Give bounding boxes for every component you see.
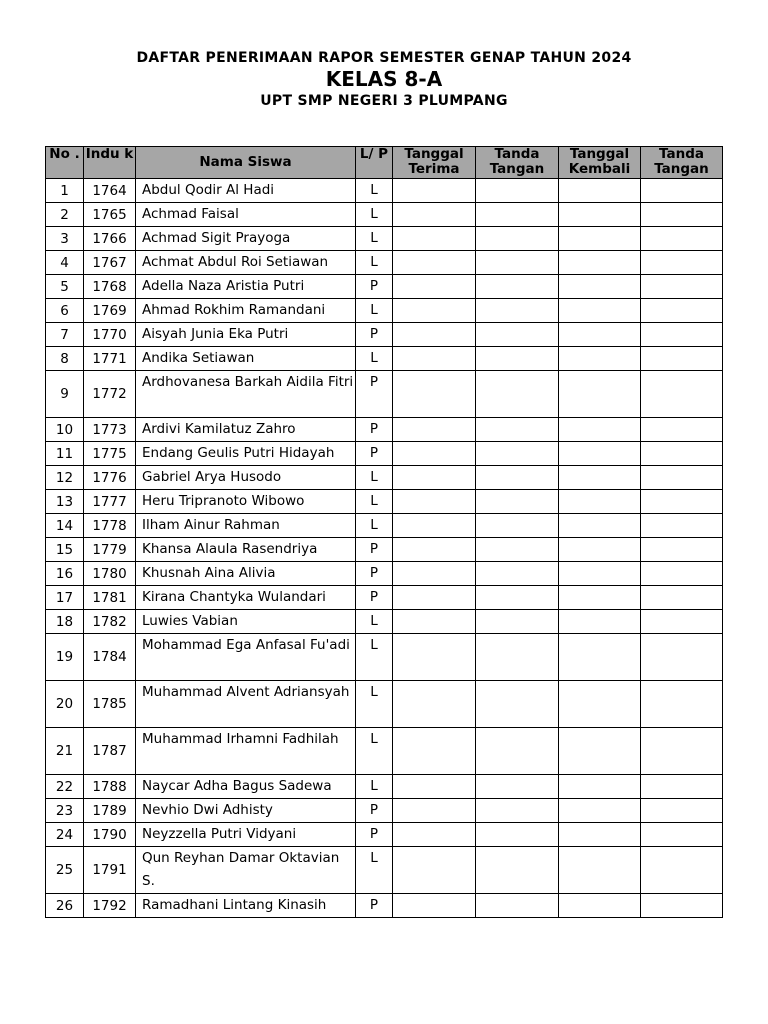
row-number: 21 — [46, 728, 84, 775]
row-gender: L — [356, 251, 393, 275]
row-tanda-tangan-kembali-cell — [641, 514, 723, 538]
row-tanda-tangan-terima-cell — [476, 227, 559, 251]
row-tanda-tangan-kembali-cell — [641, 586, 723, 610]
row-gender: P — [356, 823, 393, 847]
table-row — [46, 323, 723, 347]
row-number: 9 — [46, 371, 84, 418]
row-gender: L — [356, 610, 393, 634]
row-number: 15 — [46, 538, 84, 562]
row-induk: 1784 — [84, 634, 136, 681]
row-gender: L — [356, 847, 393, 894]
school-name: UPT SMP NEGERI 3 PLUMPANG — [260, 93, 508, 109]
row-tanda-tangan-kembali-cell — [641, 823, 723, 847]
row-induk: 1782 — [84, 610, 136, 634]
table-row — [46, 894, 723, 918]
row-student-name: Naycar Adha Bagus Sadewa — [136, 775, 356, 799]
row-tanggal-kembali-cell — [559, 275, 641, 299]
row-tanda-tangan-terima-cell — [476, 728, 559, 775]
row-number: 12 — [46, 466, 84, 490]
row-induk: 1790 — [84, 823, 136, 847]
row-tanggal-terima-cell — [393, 490, 476, 514]
row-tanggal-kembali-cell — [559, 203, 641, 227]
row-number: 24 — [46, 823, 84, 847]
table-row — [46, 728, 723, 775]
row-gender: L — [356, 203, 393, 227]
row-tanda-tangan-terima-cell — [476, 418, 559, 442]
row-gender: L — [356, 466, 393, 490]
row-student-name: Achmat Abdul Roi Setiawan — [136, 251, 356, 275]
row-tanggal-terima-cell — [393, 799, 476, 823]
table-row — [46, 275, 723, 299]
row-tanda-tangan-terima-cell — [476, 299, 559, 323]
row-number: 20 — [46, 681, 84, 728]
row-student-name: Gabriel Arya Husodo — [136, 466, 356, 490]
row-tanda-tangan-terima-cell — [476, 610, 559, 634]
row-tanda-tangan-kembali-cell — [641, 442, 723, 466]
row-gender: L — [356, 514, 393, 538]
table-row — [46, 299, 723, 323]
row-number: 6 — [46, 299, 84, 323]
row-tanda-tangan-kembali-cell — [641, 610, 723, 634]
table-row — [46, 418, 723, 442]
row-tanggal-terima-cell — [393, 371, 476, 418]
row-tanda-tangan-terima-cell — [476, 538, 559, 562]
row-tanda-tangan-terima-cell — [476, 442, 559, 466]
row-induk: 1780 — [84, 562, 136, 586]
row-tanda-tangan-kembali-cell — [641, 681, 723, 728]
row-gender: P — [356, 418, 393, 442]
row-induk: 1789 — [84, 799, 136, 823]
row-tanggal-terima-cell — [393, 323, 476, 347]
row-student-name: Ardivi Kamilatuz Zahro — [136, 418, 356, 442]
row-tanggal-terima-cell — [393, 203, 476, 227]
row-student-name: Khansa Alaula Rasendriya — [136, 538, 356, 562]
row-induk: 1772 — [84, 371, 136, 418]
row-tanggal-kembali-cell — [559, 586, 641, 610]
row-tanda-tangan-kembali-cell — [641, 466, 723, 490]
table-row — [46, 227, 723, 251]
row-tanggal-terima-cell — [393, 251, 476, 275]
table-row — [46, 610, 723, 634]
row-tanggal-terima-cell — [393, 610, 476, 634]
row-tanggal-terima-cell — [393, 466, 476, 490]
row-induk: 1775 — [84, 442, 136, 466]
row-number: 1 — [46, 179, 84, 203]
row-gender: P — [356, 799, 393, 823]
row-tanggal-terima-cell — [393, 538, 476, 562]
row-induk: 1781 — [84, 586, 136, 610]
row-student-name: Ramadhani Lintang Kinasih — [136, 894, 356, 918]
table-row — [46, 371, 723, 418]
row-number: 11 — [46, 442, 84, 466]
row-tanggal-kembali-cell — [559, 847, 641, 894]
table-row — [46, 562, 723, 586]
row-student-name: Ahmad Rokhim Ramandani — [136, 299, 356, 323]
row-number: 22 — [46, 775, 84, 799]
row-tanda-tangan-kembali-cell — [641, 179, 723, 203]
table-row — [46, 490, 723, 514]
row-student-name: Heru Tripranoto Wibowo — [136, 490, 356, 514]
row-number: 2 — [46, 203, 84, 227]
row-induk: 1765 — [84, 203, 136, 227]
row-induk: 1792 — [84, 894, 136, 918]
table-row — [46, 179, 723, 203]
row-tanggal-terima-cell — [393, 562, 476, 586]
row-induk: 1771 — [84, 347, 136, 371]
row-gender: P — [356, 538, 393, 562]
row-tanda-tangan-kembali-cell — [641, 371, 723, 418]
row-tanggal-kembali-cell — [559, 347, 641, 371]
row-induk: 1788 — [84, 775, 136, 799]
row-tanda-tangan-terima-cell — [476, 514, 559, 538]
row-tanda-tangan-terima-cell — [476, 347, 559, 371]
row-tanda-tangan-kembali-cell — [641, 275, 723, 299]
row-number: 16 — [46, 562, 84, 586]
row-number: 4 — [46, 251, 84, 275]
row-gender: L — [356, 490, 393, 514]
row-number: 23 — [46, 799, 84, 823]
row-tanda-tangan-terima-cell — [476, 775, 559, 799]
row-induk: 1778 — [84, 514, 136, 538]
row-student-name: Ardhovanesa Barkah Aidila Fitri — [136, 371, 356, 418]
row-student-name: Qun Reyhan Damar Oktavian S. — [136, 847, 356, 894]
table-row — [46, 466, 723, 490]
row-tanda-tangan-terima-cell — [476, 466, 559, 490]
table-row — [46, 586, 723, 610]
row-gender: L — [356, 347, 393, 371]
header-tanggal-kembali: Tanggal Kembali — [559, 147, 641, 179]
row-student-name: Achmad Faisal — [136, 203, 356, 227]
row-tanggal-terima-cell — [393, 347, 476, 371]
table-row — [46, 775, 723, 799]
row-tanggal-kembali-cell — [559, 323, 641, 347]
row-tanggal-kembali-cell — [559, 634, 641, 681]
row-gender: L — [356, 179, 393, 203]
header-lp: L/ P — [356, 147, 393, 179]
row-tanda-tangan-terima-cell — [476, 179, 559, 203]
row-tanggal-kembali-cell — [559, 610, 641, 634]
row-tanda-tangan-kembali-cell — [641, 847, 723, 894]
row-tanggal-kembali-cell — [559, 490, 641, 514]
table-row — [46, 681, 723, 728]
row-tanda-tangan-kembali-cell — [641, 538, 723, 562]
row-tanda-tangan-kembali-cell — [641, 634, 723, 681]
row-student-name: Mohammad Ega Anfasal Fu'adi — [136, 634, 356, 681]
row-induk: 1767 — [84, 251, 136, 275]
row-gender: L — [356, 775, 393, 799]
row-tanggal-kembali-cell — [559, 728, 641, 775]
row-tanda-tangan-terima-cell — [476, 562, 559, 586]
row-tanda-tangan-kembali-cell — [641, 418, 723, 442]
row-number: 14 — [46, 514, 84, 538]
row-tanggal-kembali-cell — [559, 251, 641, 275]
row-gender: P — [356, 894, 393, 918]
table-row — [46, 514, 723, 538]
row-tanda-tangan-kembali-cell — [641, 203, 723, 227]
row-tanda-tangan-kembali-cell — [641, 728, 723, 775]
row-tanggal-kembali-cell — [559, 775, 641, 799]
table-row — [46, 251, 723, 275]
table-row — [46, 799, 723, 823]
row-tanggal-kembali-cell — [559, 227, 641, 251]
row-gender: L — [356, 634, 393, 681]
row-induk: 1768 — [84, 275, 136, 299]
row-tanggal-kembali-cell — [559, 514, 641, 538]
row-induk: 1791 — [84, 847, 136, 894]
row-tanda-tangan-terima-cell — [476, 634, 559, 681]
row-gender: P — [356, 371, 393, 418]
row-number: 7 — [46, 323, 84, 347]
row-student-name: Endang Geulis Putri Hidayah — [136, 442, 356, 466]
row-tanda-tangan-terima-cell — [476, 371, 559, 418]
row-induk: 1766 — [84, 227, 136, 251]
row-gender: P — [356, 275, 393, 299]
row-tanda-tangan-kembali-cell — [641, 562, 723, 586]
row-tanda-tangan-terima-cell — [476, 275, 559, 299]
row-number: 13 — [46, 490, 84, 514]
row-tanda-tangan-kembali-cell — [641, 799, 723, 823]
header-nama-siswa: Nama Siswa — [136, 147, 356, 179]
row-tanda-tangan-terima-cell — [476, 847, 559, 894]
row-tanda-tangan-terima-cell — [476, 323, 559, 347]
row-tanda-tangan-kembali-cell — [641, 299, 723, 323]
row-tanggal-terima-cell — [393, 681, 476, 728]
row-tanda-tangan-terima-cell — [476, 586, 559, 610]
row-student-name: Abdul Qodir Al Hadi — [136, 179, 356, 203]
row-gender: L — [356, 299, 393, 323]
row-gender: L — [356, 728, 393, 775]
row-induk: 1777 — [84, 490, 136, 514]
row-tanggal-kembali-cell — [559, 418, 641, 442]
row-student-name: Muhammad Alvent Adriansyah — [136, 681, 356, 728]
row-tanggal-kembali-cell — [559, 299, 641, 323]
row-tanggal-kembali-cell — [559, 371, 641, 418]
row-tanda-tangan-terima-cell — [476, 823, 559, 847]
row-tanda-tangan-kembali-cell — [641, 490, 723, 514]
header-no: No . — [46, 147, 84, 179]
row-tanggal-terima-cell — [393, 894, 476, 918]
row-tanggal-terima-cell — [393, 775, 476, 799]
row-tanda-tangan-kembali-cell — [641, 251, 723, 275]
row-gender: L — [356, 681, 393, 728]
header-tanggal-terima: Tanggal Terima — [393, 147, 476, 179]
row-tanda-tangan-kembali-cell — [641, 775, 723, 799]
row-student-name: Aisyah Junia Eka Putri — [136, 323, 356, 347]
row-gender: P — [356, 442, 393, 466]
row-student-name: Nevhio Dwi Adhisty — [136, 799, 356, 823]
row-tanggal-terima-cell — [393, 299, 476, 323]
row-tanggal-kembali-cell — [559, 681, 641, 728]
row-number: 18 — [46, 610, 84, 634]
row-tanggal-terima-cell — [393, 227, 476, 251]
row-tanda-tangan-terima-cell — [476, 894, 559, 918]
row-tanda-tangan-kembali-cell — [641, 347, 723, 371]
row-student-name: Andika Setiawan — [136, 347, 356, 371]
row-tanggal-kembali-cell — [559, 538, 641, 562]
row-tanda-tangan-terima-cell — [476, 203, 559, 227]
row-gender: P — [356, 586, 393, 610]
row-student-name: Achmad Sigit Prayoga — [136, 227, 356, 251]
row-tanggal-kembali-cell — [559, 799, 641, 823]
table-row — [46, 847, 723, 894]
row-tanggal-terima-cell — [393, 586, 476, 610]
row-number: 10 — [46, 418, 84, 442]
row-tanda-tangan-terima-cell — [476, 490, 559, 514]
row-induk: 1779 — [84, 538, 136, 562]
row-tanggal-terima-cell — [393, 823, 476, 847]
row-number: 26 — [46, 894, 84, 918]
header-tanda-tangan-terima: Tanda Tangan — [476, 147, 559, 179]
row-tanda-tangan-kembali-cell — [641, 894, 723, 918]
row-gender: P — [356, 562, 393, 586]
row-tanda-tangan-kembali-cell — [641, 227, 723, 251]
row-tanggal-terima-cell — [393, 179, 476, 203]
header-tanda-tangan-kembali: Tanda Tangan — [641, 147, 723, 179]
row-student-name: Neyzzella Putri Vidyani — [136, 823, 356, 847]
row-student-name: Luwies Vabian — [136, 610, 356, 634]
row-induk: 1770 — [84, 323, 136, 347]
table-row — [46, 203, 723, 227]
table-row — [46, 538, 723, 562]
row-number: 5 — [46, 275, 84, 299]
row-tanggal-terima-cell — [393, 728, 476, 775]
row-student-name: Ilham Ainur Rahman — [136, 514, 356, 538]
row-number: 3 — [46, 227, 84, 251]
header-induk: Indu k — [84, 147, 136, 179]
row-number: 19 — [46, 634, 84, 681]
row-tanggal-kembali-cell — [559, 894, 641, 918]
table-row — [46, 634, 723, 681]
row-induk: 1764 — [84, 179, 136, 203]
row-induk: 1769 — [84, 299, 136, 323]
row-tanggal-kembali-cell — [559, 562, 641, 586]
row-tanda-tangan-kembali-cell — [641, 323, 723, 347]
row-induk: 1776 — [84, 466, 136, 490]
row-number: 8 — [46, 347, 84, 371]
row-tanggal-terima-cell — [393, 418, 476, 442]
row-student-name: Kirana Chantyka Wulandari — [136, 586, 356, 610]
row-tanda-tangan-terima-cell — [476, 251, 559, 275]
row-tanggal-terima-cell — [393, 275, 476, 299]
row-tanggal-terima-cell — [393, 442, 476, 466]
row-number: 25 — [46, 847, 84, 894]
row-tanggal-kembali-cell — [559, 823, 641, 847]
row-tanda-tangan-terima-cell — [476, 681, 559, 728]
row-gender: L — [356, 227, 393, 251]
class-title: KELAS 8-A — [325, 67, 443, 91]
table-header-row — [46, 147, 723, 179]
row-tanggal-terima-cell — [393, 847, 476, 894]
row-induk: 1787 — [84, 728, 136, 775]
student-roster-table — [45, 146, 723, 918]
row-induk: 1773 — [84, 418, 136, 442]
row-number: 17 — [46, 586, 84, 610]
row-tanggal-terima-cell — [393, 514, 476, 538]
row-tanggal-terima-cell — [393, 634, 476, 681]
table-row — [46, 347, 723, 371]
row-tanggal-kembali-cell — [559, 442, 641, 466]
table-row — [46, 442, 723, 466]
document-title: DAFTAR PENERIMAAN RAPOR SEMESTER GENAP TAHUN 2024 — [136, 50, 632, 66]
row-student-name: Khusnah Aina Alivia — [136, 562, 356, 586]
row-induk: 1785 — [84, 681, 136, 728]
row-student-name: Muhammad Irhamni Fadhilah — [136, 728, 356, 775]
row-student-name: Adella Naza Aristia Putri — [136, 275, 356, 299]
row-tanda-tangan-terima-cell — [476, 799, 559, 823]
row-gender: P — [356, 323, 393, 347]
table-row — [46, 823, 723, 847]
row-tanggal-kembali-cell — [559, 179, 641, 203]
row-tanggal-kembali-cell — [559, 466, 641, 490]
